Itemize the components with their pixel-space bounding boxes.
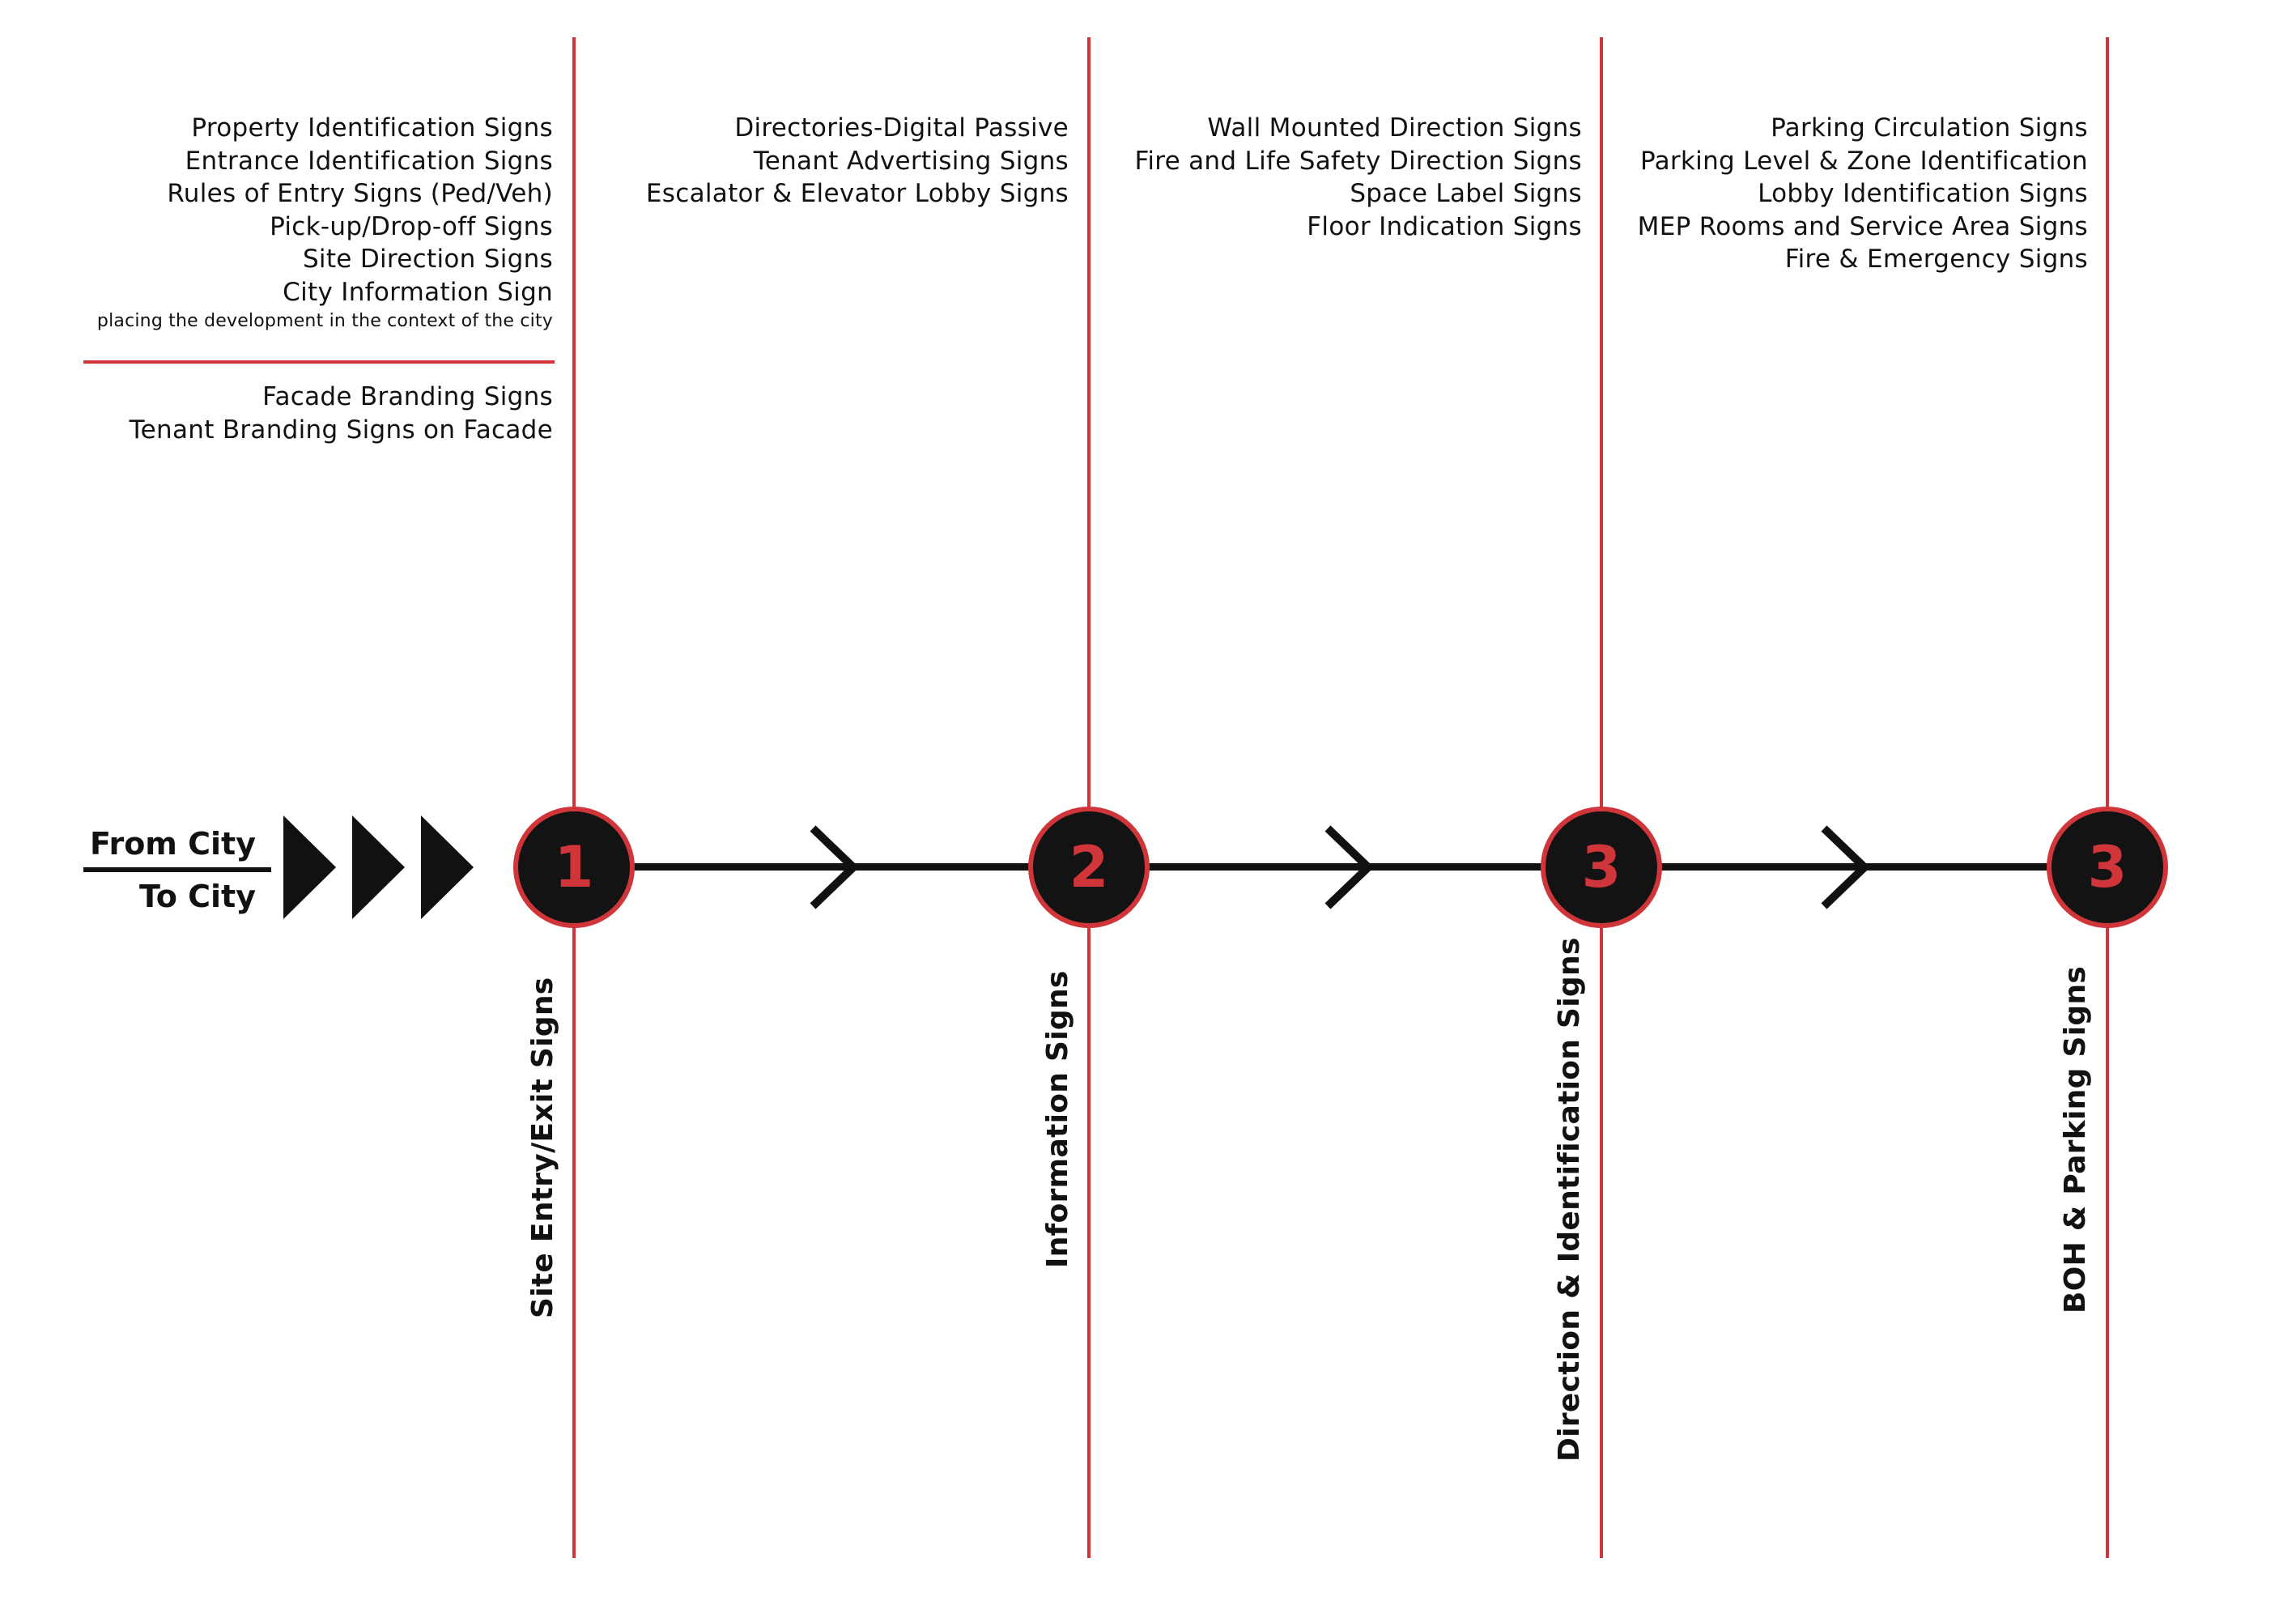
triple-right-triangle-icon <box>283 815 474 919</box>
sign-item: Tenant Advertising Signs <box>753 146 1069 176</box>
chevron-right-icon <box>813 828 853 906</box>
from-city-label: From City <box>89 826 256 862</box>
stage-3-node: 3 <box>1541 807 1662 928</box>
sign-item: Entrance Identification Signs <box>185 146 553 176</box>
sign-item: Parking Level & Zone Identification <box>1639 146 2088 176</box>
sign-item: MEP Rooms and Service Area Signs <box>1637 211 2088 241</box>
sign-item: Space Label Signs <box>1350 179 1582 208</box>
stage-1-node: 1 <box>513 807 635 928</box>
sign-item: Pick-up/Drop-off Signs <box>270 211 553 241</box>
sign-item: Tenant Branding Signs on Facade <box>129 415 553 445</box>
sign-item: Escalator & Elevator Lobby Signs <box>645 179 1069 208</box>
sign-item: City Information Sign <box>283 277 553 307</box>
stage-4-label: BOH & Parking Signs <box>2059 965 2092 1313</box>
stage-1-label: Site Entry/Exit Signs <box>526 977 559 1318</box>
stage-4-node: 3 <box>2047 807 2168 928</box>
chevron-right-icon <box>1328 828 1368 906</box>
sign-item: Floor Indication Signs <box>1307 211 1582 241</box>
sign-item: Rules of Entry Signs (Ped/Veh) <box>167 179 553 208</box>
sign-item: Property Identification Signs <box>191 113 553 143</box>
stage-3-label: Direction & Identification Signs <box>1553 937 1586 1462</box>
to-city-label: To City <box>138 879 256 914</box>
sign-item: Fire and Life Safety Direction Signs <box>1134 146 1582 176</box>
sign-item: Facade Branding Signs <box>262 382 553 411</box>
sign-note: placing the development in the context of the city <box>96 311 553 331</box>
sign-item: Lobby Identification Signs <box>1758 179 2088 208</box>
sign-item: Fire & Emergency Signs <box>1784 245 2088 274</box>
sign-item: Site Direction Signs <box>302 245 553 274</box>
sign-item: Wall Mounted Direction Signs <box>1207 113 1582 143</box>
stage-2-node: 2 <box>1028 807 1150 928</box>
sign-item: Directories-Digital Passive <box>734 113 1069 143</box>
stage-2-label: Information Signs <box>1041 970 1074 1268</box>
chevron-right-icon <box>1824 828 1864 906</box>
sign-item: Parking Circulation Signs <box>1771 113 2088 143</box>
